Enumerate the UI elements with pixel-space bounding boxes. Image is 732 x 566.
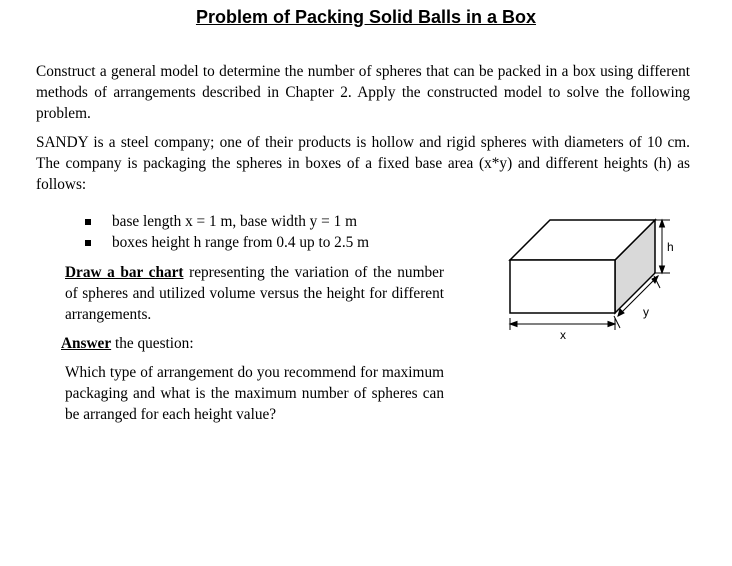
box-front-face xyxy=(510,260,615,313)
task-paragraph xyxy=(65,262,444,325)
bullet-item xyxy=(84,232,369,253)
square-bullet-icon xyxy=(85,240,91,246)
task-text: representing the variation of the number of spheres and utilized volume versus the height for different arrangements. xyxy=(65,264,444,323)
h-label: h xyxy=(667,240,674,254)
dimension-list xyxy=(84,211,369,253)
answer-text: the question: xyxy=(111,335,194,352)
x-label: x xyxy=(560,328,566,342)
intro-paragraph: Construct a general model to determine the number of spheres that can be packed in a box using different methods of arrangements described in Chapter 2. Apply the constructed model to solve the following problem. xyxy=(36,63,690,122)
company-description: SANDY is a steel company; one of their products is hollow and rigid spheres with diameters of 10 cm. The company is packaging the spheres in boxes of a fixed base area (x*y) and different heights (h) as follows: xyxy=(36,134,690,193)
task-emphasis: Draw a bar chart xyxy=(65,264,184,281)
y-label: y xyxy=(643,305,649,319)
bullet-item xyxy=(84,211,369,232)
box-diagram xyxy=(500,210,690,355)
bullet-text: base length x = 1 m, base width y = 1 m xyxy=(112,213,357,230)
square-bullet-icon xyxy=(85,219,91,225)
question-paragraph: Which type of arrangement do you recommend for maximum packaging and what is the maximum number of spheres can be arranged for each height value? xyxy=(65,364,444,423)
page-title: Problem of Packing Solid Balls in a Box xyxy=(195,7,537,27)
answer-line xyxy=(61,333,194,354)
box-diagram-svg xyxy=(500,210,690,350)
answer-emphasis: Answer xyxy=(61,335,112,352)
bullet-text: boxes height h range from 0.4 up to 2.5 m xyxy=(112,234,370,251)
